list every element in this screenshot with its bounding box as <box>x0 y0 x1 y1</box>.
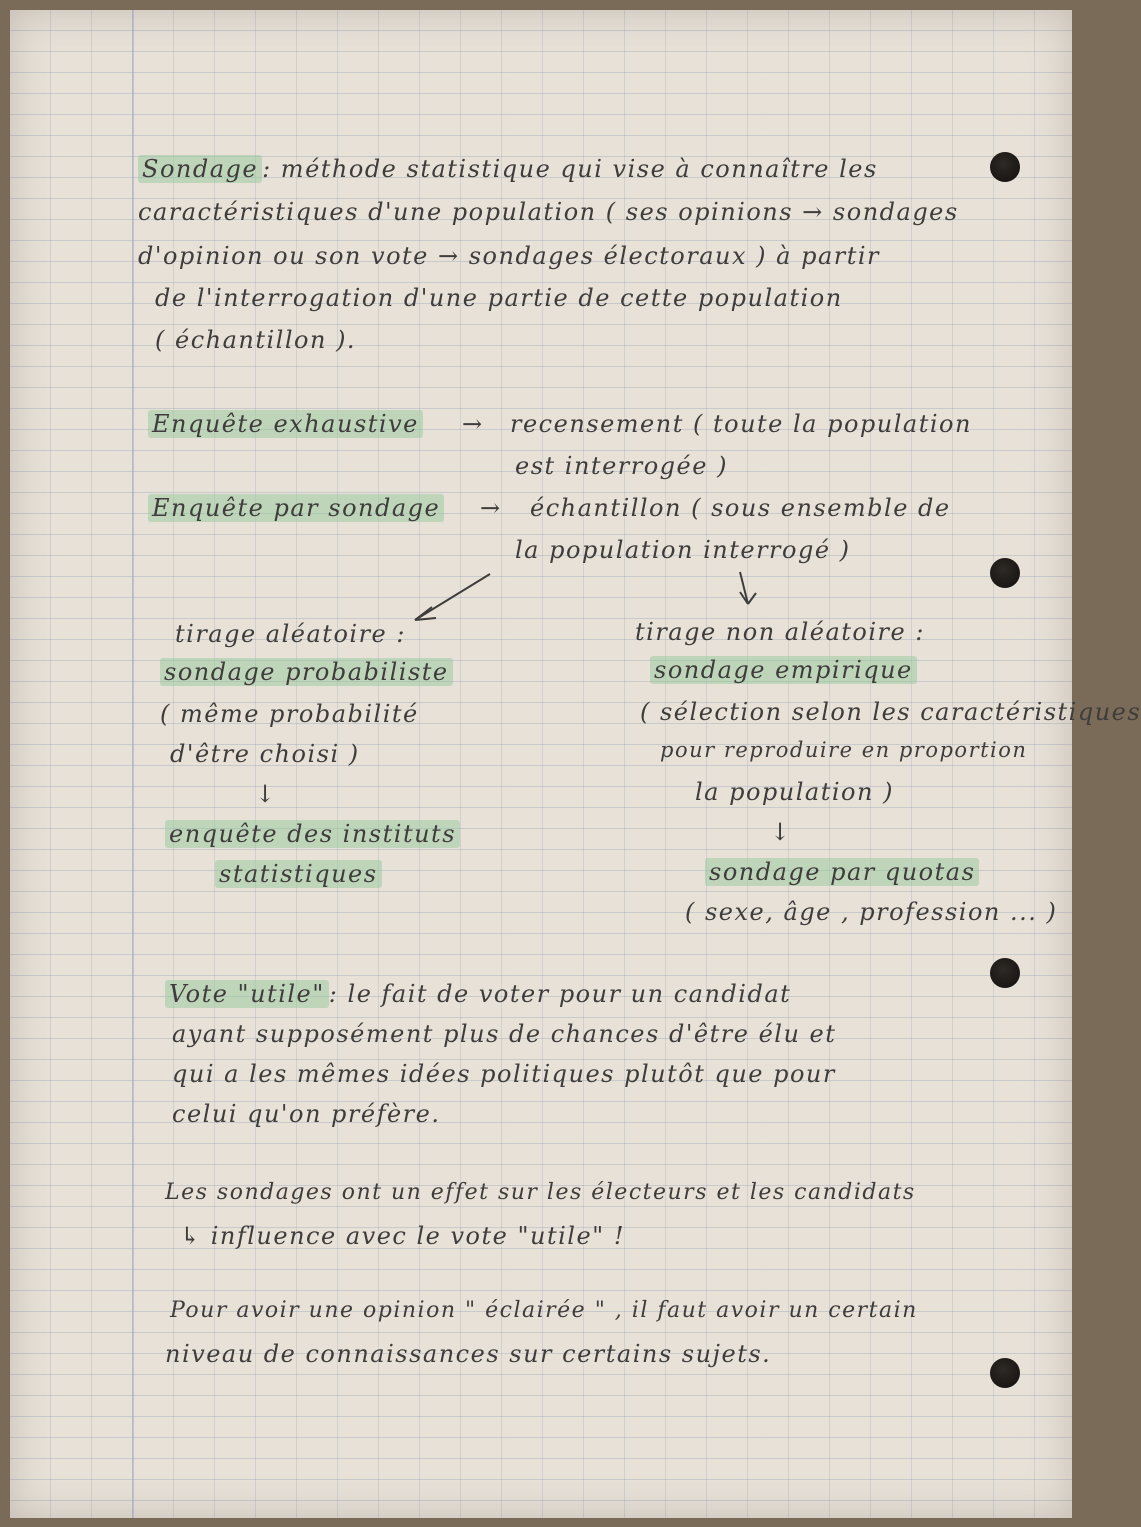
note-line: recensement ( toute la population <box>510 410 972 438</box>
note-line <box>148 494 444 522</box>
note-line: pour reproduire en proportion <box>660 738 1028 762</box>
definition-text: : le fait de voter pour un candidat <box>328 980 792 1008</box>
note-line <box>650 656 917 684</box>
note-line <box>165 980 791 1008</box>
note-line: niveau de connaissances sur certains sujets. <box>165 1340 772 1368</box>
term-enquete-exhaustive: Enquête exhaustive <box>148 410 423 438</box>
term-sondage-probabiliste: sondage probabiliste <box>160 658 453 686</box>
term-quotas: sondage par quotas <box>705 858 979 886</box>
note-line: d'être choisi ) <box>170 740 360 768</box>
note-line: qui a les mêmes idées politiques plutôt que pour <box>172 1060 836 1088</box>
note-line <box>138 155 878 183</box>
term-instituts: enquête des instituts <box>165 820 460 848</box>
binder-hole <box>990 1358 1020 1388</box>
term-vote-utile: Vote "utile" <box>165 980 329 1008</box>
term-enquete-sondage: Enquête par sondage <box>148 494 444 522</box>
note-line: caractéristiques d'une population ( ses opinions → sondages <box>138 198 959 226</box>
note-line: échantillon ( sous ensemble de <box>530 494 951 522</box>
term-statistiques: statistiques <box>215 860 382 888</box>
note-line: est interrogée ) <box>515 452 728 480</box>
note-line: ↳ influence avec le vote "utile" ! <box>180 1222 625 1250</box>
binder-hole <box>990 152 1020 182</box>
margin-line <box>132 10 134 1518</box>
note-line: de l'interrogation d'une partie de cette population <box>155 284 843 312</box>
arrow-text: → <box>480 494 502 522</box>
note-line: la population ) <box>695 778 894 806</box>
note-line: celui qu'on préfère. <box>172 1100 441 1128</box>
binder-hole <box>990 558 1020 588</box>
note-line: ( sélection selon les caractéristiques <box>640 698 1141 726</box>
note-line: ( sexe, âge , profession ... ) <box>685 898 1058 926</box>
note-line: ayant supposément plus de chances d'être élu et <box>172 1020 837 1048</box>
note-line: Pour avoir une opinion " éclairée " , il faut avoir un certain <box>170 1298 918 1323</box>
term-sondage-empirique: sondage empirique <box>650 656 917 684</box>
note-line <box>215 860 382 888</box>
note-line: tirage non aléatoire : <box>635 618 925 646</box>
note-line <box>160 658 453 686</box>
arrow-text: ↓ <box>770 818 792 846</box>
arrow-text: ↓ <box>255 780 277 808</box>
note-line: la population interrogé ) <box>515 536 851 564</box>
term-sondage: Sondage <box>138 155 262 183</box>
note-line <box>705 858 979 886</box>
note-line: Les sondages ont un effet sur les électeurs et les candidats <box>165 1180 916 1205</box>
note-line <box>165 820 460 848</box>
note-line <box>148 410 423 438</box>
note-line: ( même probabilité <box>160 700 419 728</box>
note-line: tirage aléatoire : <box>175 620 406 648</box>
arrow-text: → <box>462 410 484 438</box>
binder-hole <box>990 958 1020 988</box>
definition-text: : méthode statistique qui vise à connaître les <box>262 155 878 183</box>
note-line: ( échantillon ). <box>155 326 357 354</box>
note-line: d'opinion ou son vote → sondages électoraux ) à partir <box>138 242 881 270</box>
